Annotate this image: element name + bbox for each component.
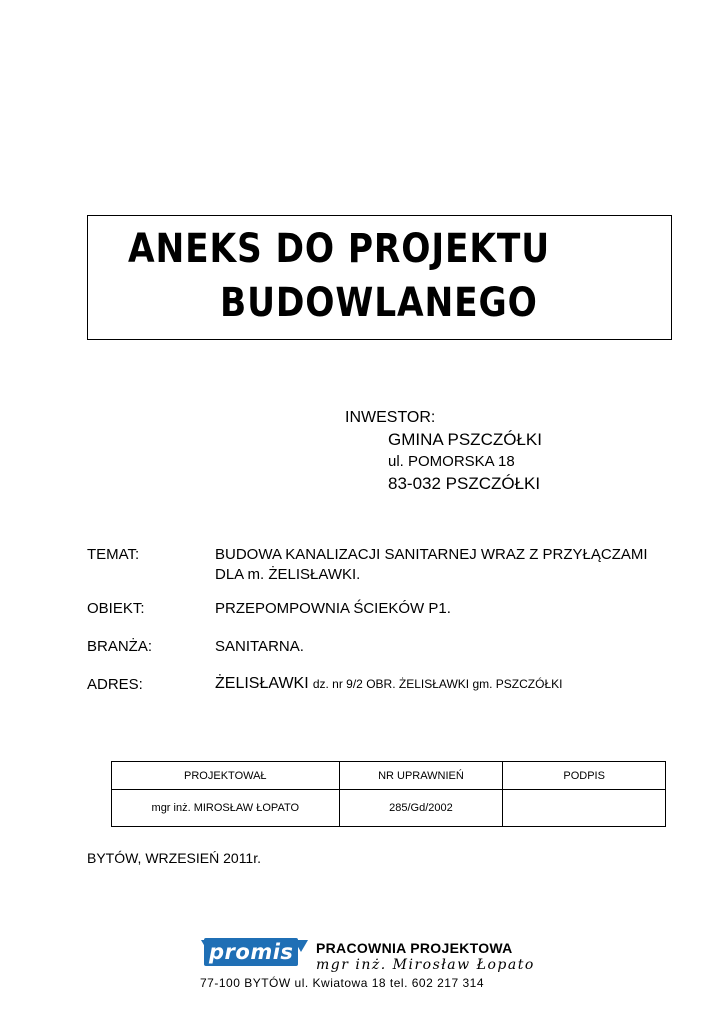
investor-label: INWESTOR:	[345, 409, 436, 426]
investor-name: GMINA PSZCZÓŁKI	[388, 430, 542, 449]
header-projektowal: PROJEKTOWAŁ	[112, 762, 340, 790]
place-date: BYTÓW, WRZESIEŃ 2011r.	[87, 850, 262, 866]
company-stamp	[198, 938, 560, 992]
temat-value	[215, 545, 648, 585]
obiekt-label: OBIEKT:	[87, 600, 145, 617]
obiekt-value: PRZEPOMPOWNIA ŚCIEKÓW P1.	[215, 600, 451, 617]
branza-value: SANITARNA.	[215, 638, 304, 655]
header-podpis: PODPIS	[503, 762, 666, 790]
investor-street: ul. POMORSKA 18	[388, 453, 515, 470]
cell-designer: mgr inż. MIROSŁAW ŁOPATO	[112, 790, 340, 827]
temat-line-2: DLA m. ŻELISŁAWKI.	[215, 566, 361, 583]
signature-table	[111, 761, 666, 827]
temat-label: TEMAT:	[87, 546, 140, 563]
adres-detail: dz. nr 9/2 OBR. ŻELISŁAWKI gm. PSZCZÓŁKI	[312, 677, 563, 691]
promis-logo: promis	[204, 938, 298, 966]
stamp-person: mgr inż. Mirosław Łopato	[316, 957, 535, 973]
stamp-company: PRACOWNIA PROJEKTOWA	[316, 940, 513, 956]
investor-city: 83-032 PSZCZÓŁKI	[388, 474, 541, 493]
title-line-2: BUDOWLANEGO	[220, 280, 538, 326]
title-box	[87, 215, 672, 340]
header-nr-uprawnien: NR UPRAWNIEŃ	[339, 762, 503, 790]
cell-signature	[503, 790, 666, 827]
stamp-address: 77-100 BYTÓW ul. Kwiatowa 18 tel. 602 217 314	[200, 976, 484, 990]
temat-line-1: BUDOWA KANALIZACJI SANITARNEJ WRAZ Z PRZYŁĄCZAMI	[215, 546, 648, 563]
adres-label: ADRES:	[87, 676, 143, 693]
adres-main: ŻELISŁAWKI	[215, 675, 309, 692]
cell-license: 285/Gd/2002	[339, 790, 503, 827]
logo-triangle-right-icon	[294, 940, 308, 952]
branza-label: BRANŻA:	[87, 638, 153, 655]
title-line-1: ANEKS DO PROJEKTU	[128, 226, 551, 272]
signature-table-header	[112, 762, 666, 790]
signature-table-row	[112, 790, 666, 827]
adres-value	[215, 674, 562, 694]
